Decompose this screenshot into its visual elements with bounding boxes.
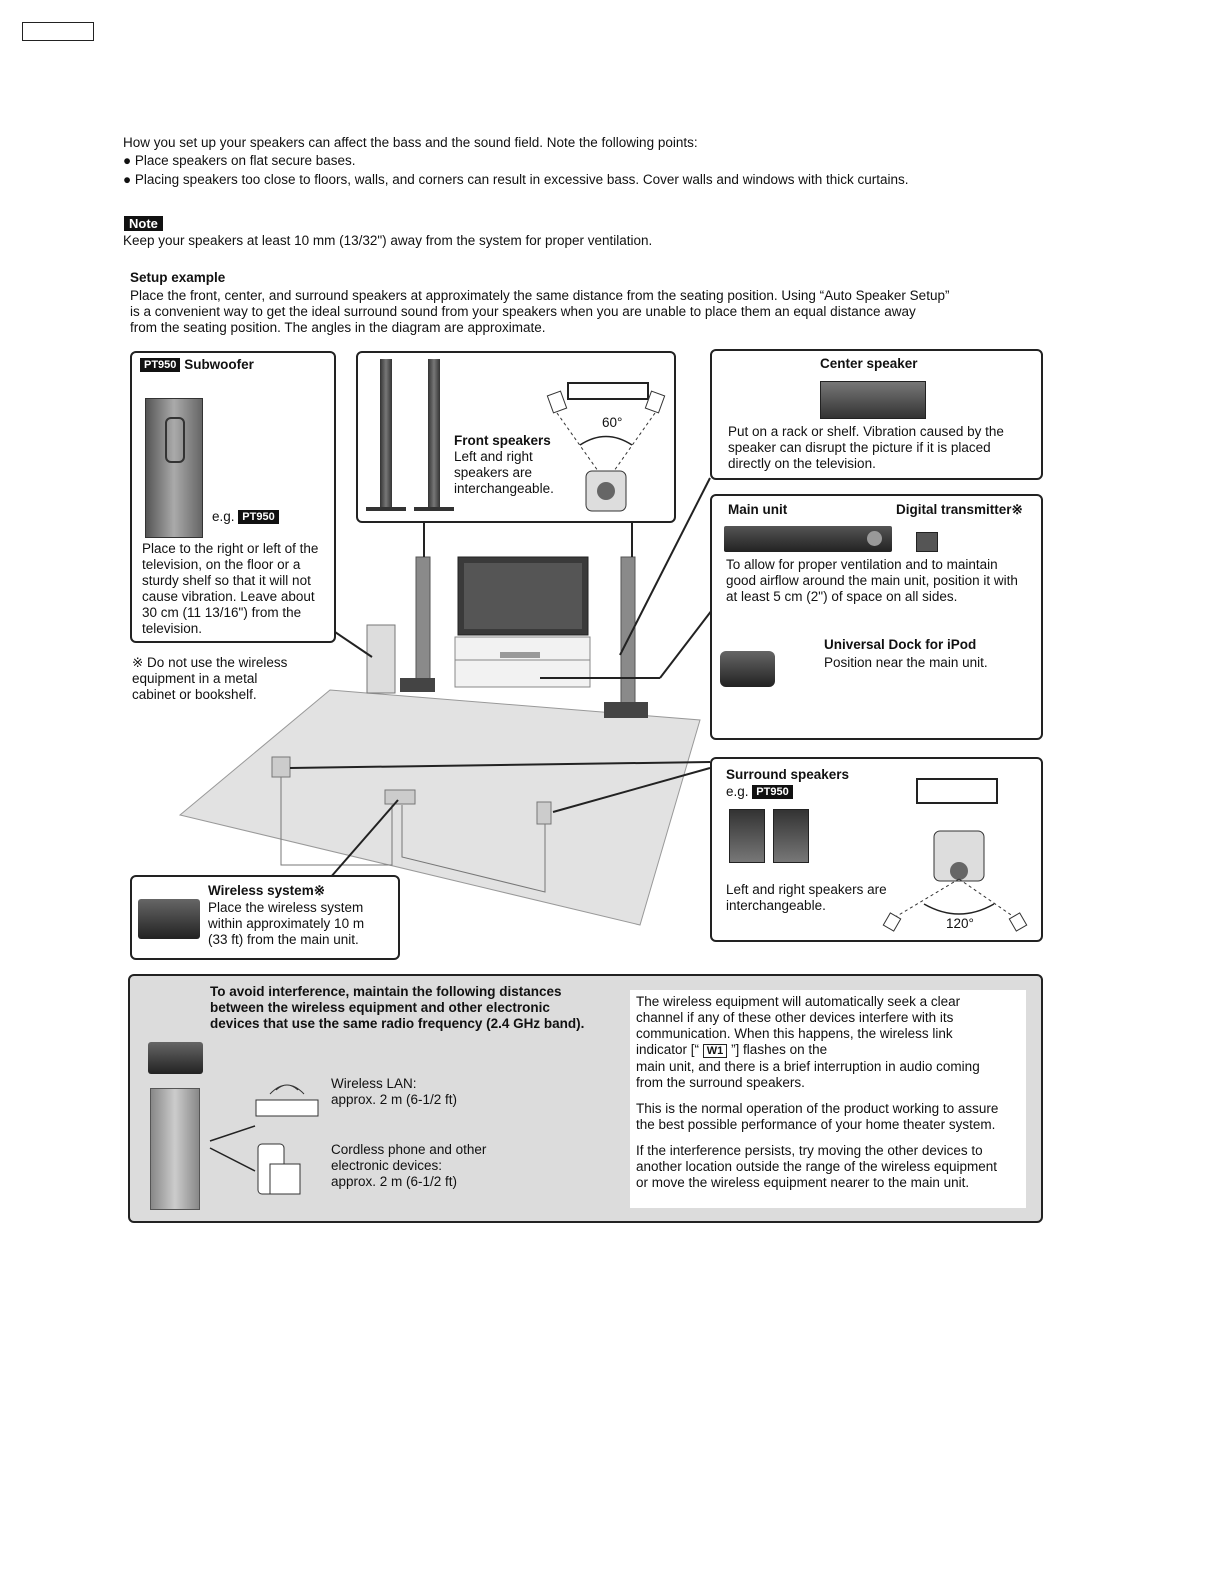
surround-right-room [537, 802, 551, 824]
front-right-speaker [621, 557, 635, 707]
subwoofer-title: PT950 Subwoofer [140, 357, 254, 373]
dock-title: Universal Dock for iPod [824, 637, 977, 652]
dock-text: Position near the main unit. [824, 655, 988, 670]
note-label: Note [124, 215, 163, 233]
info-p2: This is the normal operation of the product working to assure the best possible performance of your home theater system. [636, 1101, 999, 1132]
phone-text: Cordless phone and other electronic devices: approx. 2 m (6-1/2 ft) [331, 1142, 487, 1189]
center-title: Center speaker [820, 356, 918, 371]
main-unit-title: Main unit [728, 502, 788, 517]
bullet-2: ● Placing speakers too close to floors, walls, and corners can result in excessive bass. Cover walls and windows with thick curtains. [123, 172, 909, 187]
front-title: Front speakers [454, 433, 551, 448]
main-unit-box [710, 494, 1043, 740]
main-unit-text: To allow for proper ventilation and to maintain good airflow around the main unit, position it with at least 5 cm (2") of space on all sides. [726, 557, 1018, 604]
interference-heading: To avoid interference, maintain the following distances between the wireless equipment and other electronic devices that use the same radio frequency (2.4 GHz band). [210, 984, 585, 1031]
tv-top-icon [568, 383, 648, 399]
surround-text: Left and right speakers are interchangeable. [726, 882, 887, 913]
intro-text: How you set up your speakers can affect the bass and the sound field. Note the following points: [123, 135, 698, 150]
surround-angle-diagram [712, 759, 1045, 944]
front-left-speaker [416, 557, 430, 682]
subwoofer-text: Place to the right or left of the television, on the floor or a sturdy shelf so that it will not cause vibration. Leave about 30 cm (11 13/16") from the television. [142, 541, 319, 636]
subwoofer-box [130, 351, 336, 643]
wireless-room [385, 790, 415, 804]
subwoofer-icon [145, 398, 203, 538]
surround-angle: 120° [946, 916, 974, 931]
lan-text: Wireless LAN: approx. 2 m (6-1/2 ft) [331, 1076, 458, 1107]
setup-title: Setup example [130, 270, 226, 285]
wireless-box [130, 875, 400, 960]
footnote: ※ Do not use the wireless equipment in a metal cabinet or bookshelf. [132, 655, 288, 702]
transmitter-icon [916, 532, 938, 552]
wireless-icon [138, 899, 200, 939]
surround-left-room [272, 757, 290, 777]
info-p3: If the interference persists, try moving the other devices to another location outside the range of the wireless equipment or move the wireless equipment nearer to the main unit. [636, 1143, 997, 1190]
front-angle-diagram [358, 353, 678, 525]
info-p1: The wireless equipment will automatically seek a clear channel if any of these other devices interfere with its communication. When this happens, the wireless link indicator [“ W1 ”] flashes on the main unit, and there is a brief interruption in audio coming from the surround speakers. [636, 994, 980, 1090]
bullet-1: ● Place speakers on flat secure bases. [123, 153, 356, 168]
front-text: Left and right speakers are interchangeable. [454, 449, 554, 496]
wireless-lan-icon [256, 1100, 318, 1116]
tv-top-icon [917, 779, 997, 803]
center-speaker-small [500, 652, 540, 658]
center-speaker-icon [820, 381, 926, 419]
subwoofer-room [367, 625, 395, 693]
surround-box [710, 757, 1043, 942]
front-speakers-box [356, 351, 676, 523]
tv-stand [455, 637, 590, 687]
wireless-text: Place the wireless system within approximately 10 m (33 ft) from the main unit. [208, 900, 365, 947]
setup-text: Place the front, center, and surround speakers at approximately the same distance from the seating position. Using “Auto Speaker Setup” is a convenient way to get the ideal surround sound from your speakers when you are unable to place them an equal distance away from the seating position. The angles in the diagram are approximate. [130, 288, 950, 335]
center-speaker-box [710, 349, 1043, 480]
w1-badge: W1 [703, 1044, 728, 1058]
subwoofer-eg: e.g. PT950 [212, 509, 279, 525]
interference-info-panel [630, 990, 1026, 1208]
surround-eg: e.g. PT950 [726, 784, 793, 800]
main-unit-icon [724, 526, 892, 552]
note-text: Keep your speakers at least 10 mm (13/32") away from the system for proper ventilation. [123, 233, 653, 248]
interference-box [128, 974, 1043, 1223]
transmitter-title: Digital transmitter※ [896, 502, 1023, 517]
wireless-title: Wireless system※ [208, 883, 326, 898]
front-angle: 60° [602, 415, 623, 430]
center-text: Put on a rack or shelf. Vibration caused by the speaker can disrupt the picture if it is placed directly on the television. [728, 424, 1004, 471]
ipod-dock-icon [720, 651, 775, 687]
surround-title: Surround speakers [726, 767, 850, 782]
